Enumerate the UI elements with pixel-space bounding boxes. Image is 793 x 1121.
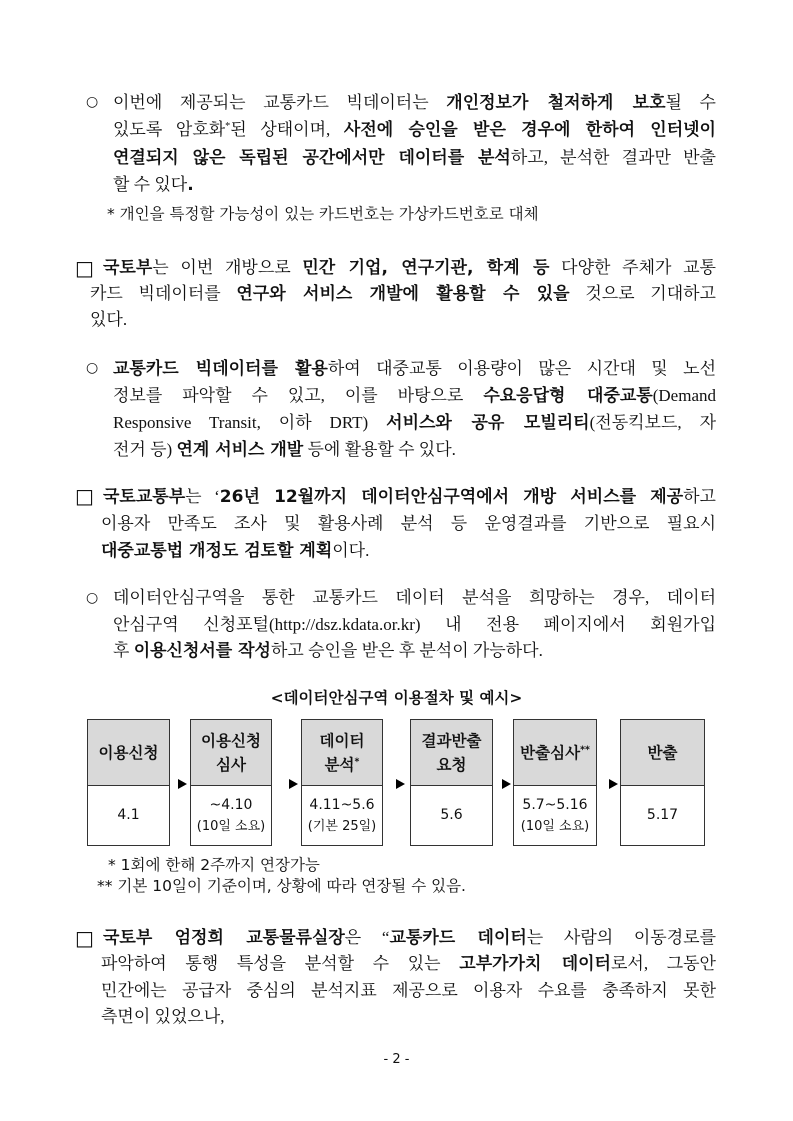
emphasis-text: 교통카드 빅데이터를 활용 <box>113 358 328 379</box>
step-period-line: 5.7~5.16 <box>522 796 588 813</box>
text-line <box>113 409 716 436</box>
arrow-right-icon <box>396 779 405 789</box>
step-title <box>621 720 704 786</box>
body-text-run: 이번에 제공되는 교통카드 빅데이터는 <box>113 93 447 112</box>
text-line <box>113 116 716 143</box>
body-text-run: 는 이번 개방으로 <box>152 258 303 277</box>
procedure-step <box>410 719 493 846</box>
text-line <box>101 951 716 977</box>
step-period <box>514 786 596 845</box>
step-title-line <box>325 753 360 777</box>
step-title-line <box>216 753 246 777</box>
step-period-line: 4.1 <box>117 807 140 823</box>
step-title-text: 분석 <box>324 755 355 774</box>
body-text-run: 하여 대중교통 이용량이 많은 시간대 및 노선 <box>327 358 716 378</box>
arrow-right-icon <box>609 779 618 789</box>
body-text-run: 데이터안심구역을 통한 교통카드 데이터 분석을 희망하는 경우, 데이터 <box>113 588 716 607</box>
text-line <box>113 638 716 665</box>
step-period <box>411 786 492 845</box>
paragraph-5 <box>0 585 793 665</box>
body-text-run: 전거 등) <box>113 439 177 459</box>
procedure-step <box>513 719 597 846</box>
paragraph-4 <box>0 483 793 564</box>
step-period <box>191 786 271 845</box>
body-text-run: 있도록 암호화 <box>113 120 226 140</box>
step-period-line: (10일 소요) <box>520 818 590 834</box>
emphasis-text: 이용신청서를 작성 <box>133 641 271 661</box>
step-period-line: (기본 25일) <box>307 818 377 834</box>
text-line <box>113 612 716 639</box>
step-title-text: 데이터 <box>319 731 365 750</box>
step-title-line <box>422 729 482 753</box>
emphasis-text: 연구와 서비스 개발에 활용할 수 있을 <box>236 284 570 304</box>
arrow-right-icon <box>178 779 187 789</box>
step-period <box>621 786 704 845</box>
text-line <box>103 255 716 281</box>
paragraph-1 <box>0 89 793 198</box>
text-line <box>101 510 716 537</box>
emphasis-text: 민간 기업, 연구기관, 학계 등 <box>302 258 550 278</box>
emphasis-text: 개인정보가 철저하게 보호 <box>446 93 666 113</box>
text-line <box>90 307 716 333</box>
body-text-run: 측면이 있었으나, <box>101 1006 225 1026</box>
procedure-note: * 1회에 한해 2주까지 연장가능 <box>108 856 320 874</box>
emphasis-text: 고부가가치 데이터 <box>459 954 611 975</box>
body-text-run: 등에 활용할 수 있다. <box>303 439 456 459</box>
body-text-run: 은 “ <box>344 928 390 947</box>
procedure-step <box>190 719 272 846</box>
step-title-text: 요청 <box>436 755 467 774</box>
square-bullet-icon: □ <box>75 926 94 950</box>
circle-bullet-icon: ○ <box>86 359 99 376</box>
arrow-right-icon <box>502 779 511 789</box>
step-title <box>191 720 271 786</box>
step-period-line: 4.11~5.6 <box>309 796 375 813</box>
body-text-run: 안심구역 신청포털(http://dsz.kdata.or.kr) 내 전용 페이지에서 회원가입 <box>113 614 716 634</box>
body-text-run: 이용자 만족도 조사 및 활용사례 분석 등 운영결과를 기반으로 필요시 <box>101 513 716 533</box>
text-line <box>90 281 716 307</box>
step-title-line <box>320 729 365 753</box>
step-title-line <box>437 753 467 777</box>
procedure-caption: <데이터안심구역 이용절차 및 예시> <box>270 689 523 707</box>
body-text-run: 된 상태이며, <box>230 120 344 140</box>
body-text-run: 민간에는 공급자 중심의 분석지표 제공으로 이용자 수요를 충족하지 못한 <box>101 980 716 1000</box>
circle-bullet-icon: ○ <box>86 94 99 110</box>
text-line <box>103 925 716 951</box>
step-title-text: 이용신청 <box>98 743 159 762</box>
body-text-run: 것으로 기대하고 <box>569 284 716 303</box>
text-line <box>113 144 716 171</box>
step-title-text: 결과반출 <box>421 731 482 750</box>
step-title-text: 반출 <box>647 743 678 762</box>
procedure-note: ** 기본 10일이 기준이며, 상황에 따라 연장될 수 있음. <box>97 877 466 895</box>
emphasis-text: 국토부 엄정희 교통물류실장 <box>103 928 345 948</box>
body-text-run: 될 수 <box>665 93 716 112</box>
body-text-run: 는 사람의 이동경로를 <box>526 928 716 947</box>
text-line <box>101 978 716 1004</box>
body-text-run: 파악하여 통행 특성을 분석할 수 있는 <box>101 954 460 974</box>
body-text-run: Responsive Transit, 이하 DRT) <box>113 412 387 432</box>
step-title-text: 심사 <box>216 755 246 774</box>
text-line <box>113 382 716 409</box>
footnote-mark: * <box>225 121 231 133</box>
square-bullet-icon: □ <box>75 483 94 508</box>
step-period-line: 5.6 <box>440 807 463 823</box>
body-text-run: 카드 빅데이터를 <box>90 284 237 303</box>
body-text-run: 로서, 그동안 <box>610 954 716 974</box>
emphasis-text: 서비스와 공유 모빌리티 <box>386 412 590 433</box>
footnote-mark: * <box>354 755 360 767</box>
body-text-run: 할 수 있다 <box>113 174 188 194</box>
step-title <box>88 720 169 786</box>
step-period <box>88 786 169 845</box>
body-text-run: 정보를 파악할 수 있고, 이를 바탕으로 <box>113 385 484 405</box>
text-line <box>113 171 716 198</box>
text-line <box>113 89 716 116</box>
procedure-step <box>87 719 170 846</box>
step-title <box>514 720 596 786</box>
circle-bullet-icon: ○ <box>86 590 99 606</box>
emphasis-text: 연계 서비스 개발 <box>176 439 304 460</box>
text-line <box>113 585 716 612</box>
page-number: - 2 - <box>383 1052 410 1067</box>
step-period-line: 5.17 <box>646 807 679 823</box>
body-text-run: 이다. <box>332 540 370 560</box>
body-text-run: 하고 <box>683 486 716 506</box>
step-title <box>302 720 382 786</box>
paragraph-3 <box>0 355 793 463</box>
step-title-line <box>648 741 678 765</box>
emphasis-text: 국토부 <box>103 258 153 278</box>
step-title <box>411 720 492 786</box>
text-line <box>113 436 716 463</box>
text-line <box>103 483 716 510</box>
body-text-run: 다양한 주체가 교통 <box>549 258 716 277</box>
body-text-run: 후 <box>113 641 134 660</box>
emphasis-text: 26년 12월까지 데이터안심구역에서 개방 서비스를 제공 <box>219 486 684 507</box>
emphasis-text: 국토교통부 <box>103 486 186 507</box>
emphasis-text: 교통카드 데이터 <box>389 928 527 948</box>
body-text-run: 는 ‘ <box>185 486 220 506</box>
emphasis-text: 대중교통법 개정도 검토할 계획 <box>101 540 333 561</box>
text-line <box>101 1004 716 1030</box>
step-period-line: ~4.10 <box>209 796 253 813</box>
step-period-line: (10일 소요) <box>196 818 266 834</box>
arrow-right-icon <box>289 779 298 789</box>
step-title-line <box>99 741 159 765</box>
body-text-run: 있다. <box>90 310 128 329</box>
body-text-run: 하고, 분석한 결과만 반출 <box>510 147 716 167</box>
step-title-text: 반출심사 <box>520 743 581 762</box>
footnote: * 개인을 특정할 가능성이 있는 카드번호는 가상카드번호로 대체 <box>107 205 539 223</box>
procedure-step <box>620 719 705 846</box>
step-period <box>302 786 382 845</box>
step-title-line <box>201 729 261 753</box>
body-text-run: 하고 승인을 받은 후 분석이 가능하다. <box>270 641 543 660</box>
emphasis-text: 사전에 승인을 받은 경우에 한하여 인터넷이 <box>343 120 716 141</box>
emphasis-text: . <box>187 174 194 195</box>
text-line <box>101 537 716 564</box>
body-text-run: (전동킥보드, 자 <box>589 412 716 432</box>
step-title-text: 이용신청 <box>201 731 261 750</box>
footnote-mark: ** <box>580 743 590 755</box>
square-bullet-icon: □ <box>75 256 94 280</box>
paragraph-2 <box>0 255 793 333</box>
procedure-step <box>301 719 383 846</box>
paragraph-6 <box>0 925 793 1030</box>
emphasis-text: 수요응답형 대중교통 <box>483 385 653 406</box>
body-text-run: (Demand <box>652 385 716 405</box>
step-title-line <box>520 741 590 765</box>
procedure-notes <box>0 855 466 897</box>
emphasis-text: 연결되지 않은 독립된 공간에서만 데이터를 분석 <box>113 147 511 168</box>
text-line <box>113 355 716 382</box>
